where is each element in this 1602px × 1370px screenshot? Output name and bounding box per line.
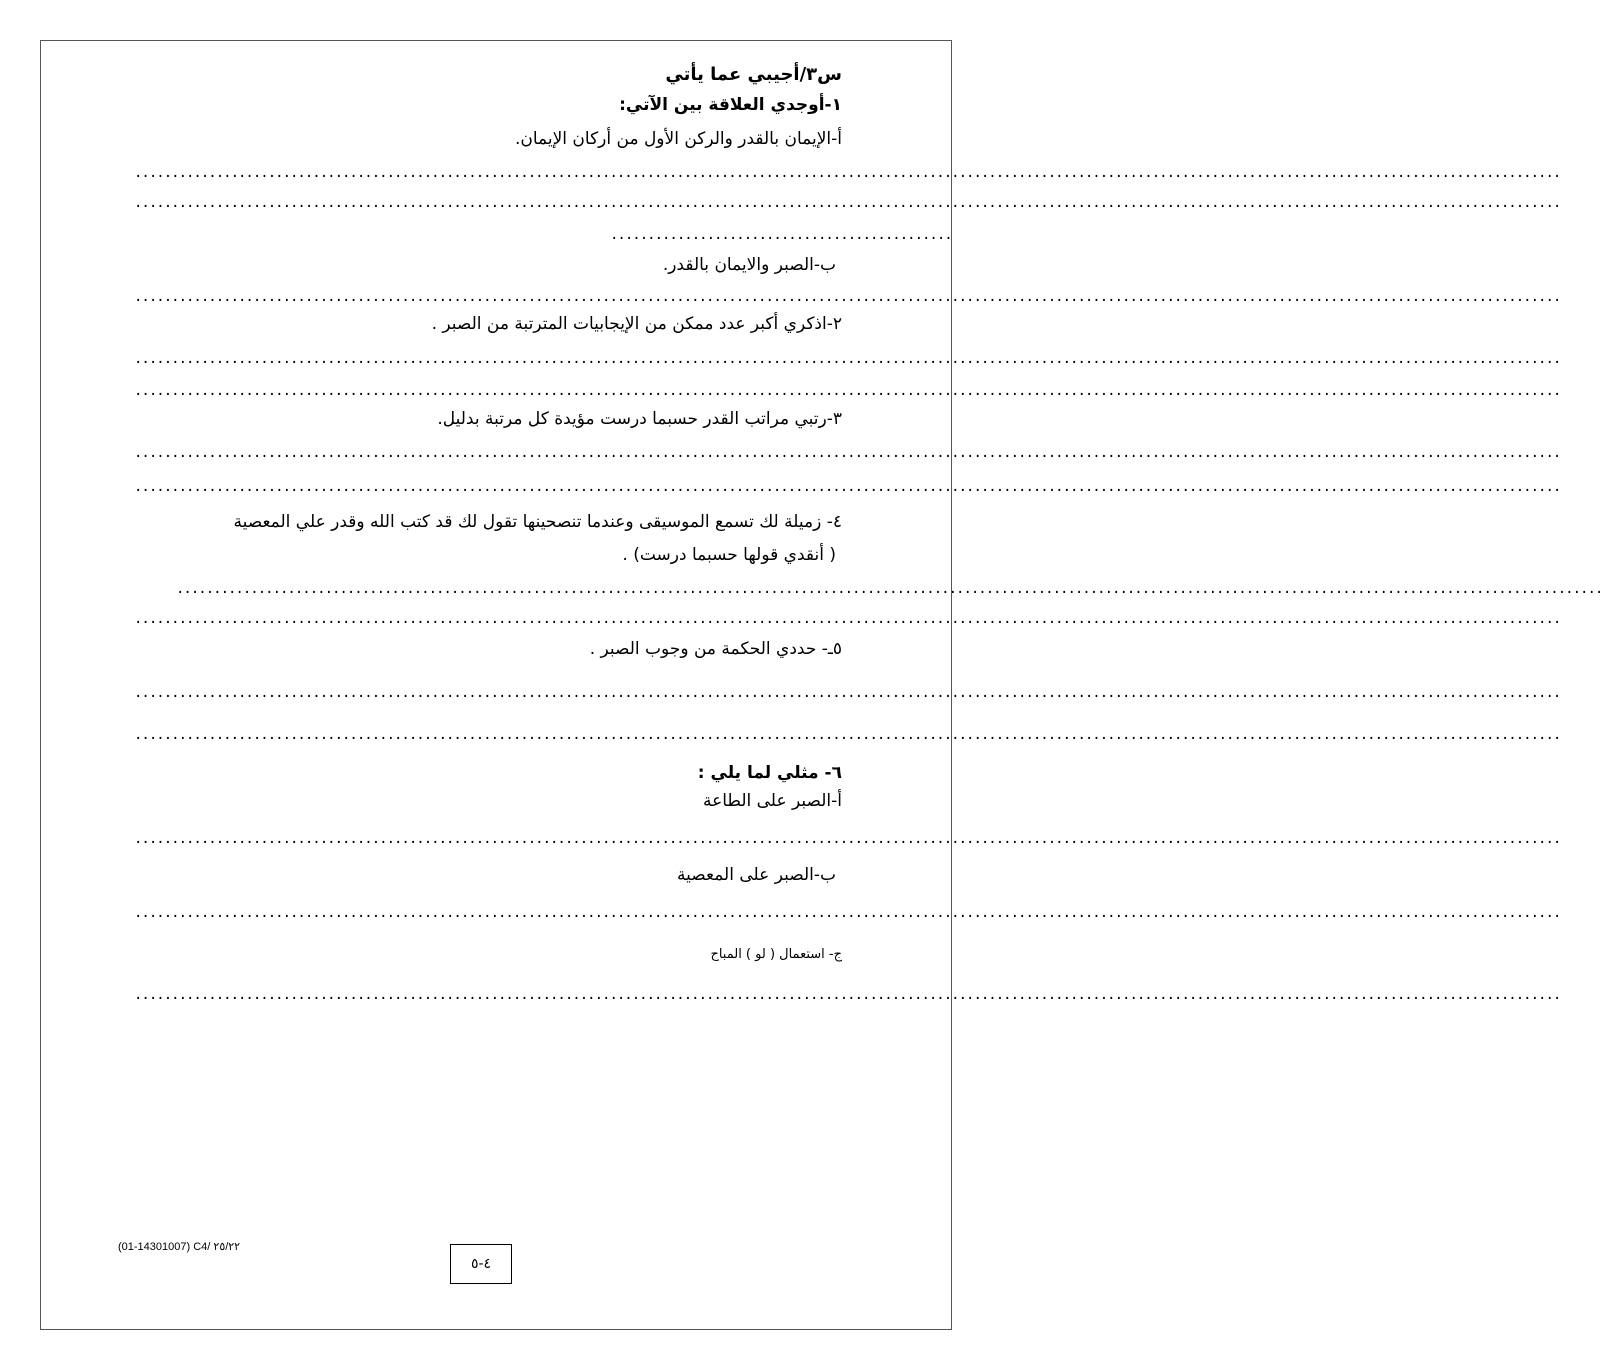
- footer-code: (01-14301007) C4/ ٢٥/٢٢: [118, 1241, 241, 1253]
- q3-text: ٣-رتبي مراتب القدر حسبما درست مؤيدة كل مرتبة بدليل.: [437, 409, 842, 429]
- q6-title: ٦- مثلي لما يلي :: [697, 763, 842, 783]
- answer-line[interactable]: ................................................................................................................................................................................................: [134, 289, 1561, 305]
- answer-line[interactable]: ................................................................................................................................................................................................: [134, 445, 1561, 461]
- q4-line1: ٤- زميلة لك تسمع الموسيقى وعندما تنصحينها تقول لك قد كتب الله وقدر علي المعصية: [233, 512, 842, 532]
- answer-line[interactable]: ................................................................................................................................................................................................: [134, 611, 1561, 627]
- answer-line[interactable]: ................................................................................................................................................................................................: [134, 351, 1561, 367]
- answer-line[interactable]: ..............................................: [610, 227, 952, 243]
- q2-text: ٢-اذكري أكبر عدد ممكن من الإيجابيات المترتبة من الصبر .: [431, 314, 842, 334]
- answer-line[interactable]: ................................................................................................................................................................................................: [134, 165, 1561, 181]
- answer-line[interactable]: ................................................................................................................................................................................................: [134, 195, 1561, 211]
- q6-part-b: ب-الصبر على المعصية: [677, 865, 836, 885]
- answer-line[interactable]: ................................................................................................................................................................................................: [176, 581, 1602, 597]
- answer-line[interactable]: ................................................................................................................................................................................................: [134, 727, 1561, 743]
- answer-line[interactable]: ................................................................................................................................................................................................: [134, 383, 1561, 399]
- q6-part-c: ج- استعمال ( لو ) المباح: [710, 947, 842, 962]
- answer-line[interactable]: ................................................................................................................................................................................................: [134, 479, 1561, 495]
- q1-part-b: ب-الصبر والايمان بالقدر.: [662, 255, 836, 275]
- answer-line[interactable]: ................................................................................................................................................................................................: [134, 685, 1561, 701]
- answer-line[interactable]: ................................................................................................................................................................................................: [134, 987, 1561, 1003]
- q6-part-a: أ-الصبر على الطاعة: [702, 791, 842, 811]
- q1-part-a: أ-الإيمان بالقدر والركن الأول من أركان الإيمان.: [514, 129, 842, 149]
- answer-line[interactable]: ................................................................................................................................................................................................: [134, 831, 1561, 847]
- page-number: ٤-٥: [450, 1244, 512, 1284]
- answer-line[interactable]: ................................................................................................................................................................................................: [134, 905, 1561, 921]
- question-heading: س٣/أجيبي عما يأتي: [665, 64, 842, 85]
- q1-title: ١-أوجدي العلاقة بين الآتي:: [619, 95, 842, 115]
- q4-line2: ( أنقدي قولها حسبما درست) .: [622, 545, 836, 565]
- q5-text: ٥ـ- حددي الحكمة من وجوب الصبر .: [589, 639, 842, 659]
